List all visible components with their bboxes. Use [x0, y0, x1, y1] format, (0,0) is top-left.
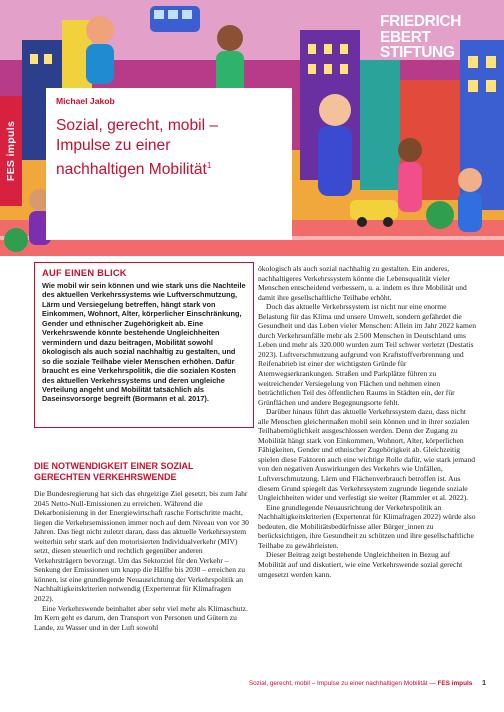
logo-line: FRIEDRICH: [380, 13, 462, 30]
body-paragraph: Eine grundlegende Neuausrichtung der Verkehrspolitik an Nachhaltigkeitskriterien (Expertenrat für Klimafragen 2022) würde also bedeuten, die Mobilitätsbedürfnisse aller Bürger_innen zu berücksichtigen, ihre Gesundheit zu schützen und ihre gesellschaftliche Teilhabe zu gewährleisten.: [258, 502, 476, 550]
side-tab: [0, 96, 22, 206]
title-line: nachhaltigen Mobilität: [56, 161, 207, 179]
fes-logo: [380, 14, 498, 61]
title-card: [46, 88, 292, 240]
footer-brand: FES impuls: [437, 680, 473, 687]
logo-line: EBERT: [380, 28, 431, 46]
body-paragraph: Doch das aktuelle Verkehrssystem ist nicht nur eine enorme Belastung für das Klima und unsere Umwelt, sondern gefährdet die Gesundheit und das Leben vieler Menschen: Allein im Jahr 2022 kamen durch Verkehrsunfälle mehr als 2.500 Menschen in Deutschland ums Leben und mehr als 320.000 wurden zum Teil schwer verletzt (Destatis 2023). Luftverschmutzung aufgrund von Kraftstoffverbrennung und Reifenabrieb ist einer der wichtigsten Gründe für Atemwegserkrankungen. Straßen und Parkplätze führen zu weitreichender Versiegelung von Flächen und nehmen einen beträchtlichen Teil des öffentlichen Raums in Städten ein, der für Grünflächen und andere Begegnungsorte fehlt.: [258, 302, 476, 407]
summary-text: Wie mobil wir sein können und wie stark uns die Nachteile des aktuellen Verkehrssystems wie Luftverschmutzung, Lärm und Versiegelung betreffen, hängt stark von Einkommen, Wohnort, Alter, körperlicher Einschränkung, Gender und ethnischer Zugehörigkeit ab. Eine Verkehrswende könnte bestehende Ungleichheiten vermindern und dazu beitragen, Mobilität sowohl ökologisch als auch sozial nachhaltig zu gestalten, und so die soziale Teilhabe vieler Menschen erhöhen. Dafür braucht es eine Verkehrspolitik, die die sozialen Kosten des aktuellen Verkehrssystems und deren ungleiche Verteilung angeht und Mobilität tatsächlich als Daseinsvorsorge begreift (Bormann et al. 2017).: [42, 281, 246, 404]
body-paragraph: Die Bundesregierung hat sich das ehrgeizige Ziel gesetzt, bis zum Jahr 2045 Netto-Null-Emissionen zu erreichen. Während die Dekarbonisierung in der Energiewirtschaft rasche Fortschritte macht, liegen die Verkehrsemissionen immer noch auf dem Niveau von vor 30 Jahren. Das liegt nicht zuletzt daran, dass das aktuelle Verkehrssystem weiterhin sehr stark auf den motorisierten Individualverkehr (MIV) setzt, diesen steuerlich und rechtlich gegenüber anderen Verkehrsträgern bevorzugt. Um das Sektorziel für den Verkehr – Senkung der Emissionen um knapp die Hälfte bis 2030 – erreichen zu können, ist eine grundlegende Neuausrichtung der Verkehrspolitik an Nachhaltigkeitskriterien notwendig (Expertenrat für Klimafragen 2022).: [34, 489, 249, 604]
author: Michael Jakob: [56, 96, 115, 106]
summary-box: [34, 262, 254, 428]
page-number: 1: [482, 680, 486, 687]
body-paragraph: Darüber hinaus führt das aktuelle Verkehrssystem dazu, dass nicht alle Menschen gleichermaßen mobil sein können und in ihrer sozialen Teilhabemöglichkeit ausgeschlossen werden. Denn der Zugang zu Mobilität hängt stark von Einkommen, Wohnort, Alter, körperlichen Fähigkeiten, Gender und ethnischer Zugehörigkeit ab. Gleichzeitig spielen diese Faktoren auch eine wichtige Rolle dafür, wie stark jemand von den negativen Auswirkungen des Verkehrs wie Unfällen, Luftverschmutzung, Lärm und Flächenverbrauch betroffen ist. Aus diesem Grund spiegelt das Verkehrssystem zugrunde liegende soziale Ungleichheiten wider und verfestigt sie weiter (Rammler et al. 2022).: [258, 407, 476, 503]
body-paragraph: ökologisch als auch sozial nachhaltig zu gestalten. Ein anderes, nachhaltigeres Verkehrssystem könnte die Lebensqualität vieler Menschen entscheidend verbessern, u. a. indem es ihre Mobilität und damit ihre gesellschaftliche Teilhabe erhöht.: [258, 264, 467, 302]
title-line: Sozial, gerecht, mobil –: [56, 117, 219, 134]
body-paragraph: Eine Verkehrswende beinhaltet aber sehr viel mehr als Klimaschutz. Im Kern geht es darum, den Transport von Personen und Gütern zu Lande, zu Wasser und in der Luft sowohl: [34, 603, 248, 632]
summary-heading: AUF EINEN BLICK: [42, 267, 127, 278]
right-column: [258, 264, 476, 579]
footnote-marker: 1: [206, 161, 212, 170]
left-column: [34, 489, 252, 632]
body-paragraph: Dieser Beitrag zeigt bestehende Ungleichheiten in Bezug auf Mobilität auf und diskutiert, wie eine Verkehrswende sozial gerecht umgesetzt werden kann.: [258, 550, 463, 579]
page-title: [56, 116, 286, 180]
side-tab-label: FES impuls: [5, 120, 17, 182]
page-footer: Sozial, gerecht, mobil – Impulse zu einer nachhaltigen Mobilität — FES impuls 1: [248, 680, 486, 687]
section-heading: DIE NOTWENDIGKEIT EINER SOZIAL GERECHTEN VERKEHRSWENDE: [34, 461, 194, 482]
title-line: Impulse zu einer: [56, 137, 171, 154]
footer-text: Sozial, gerecht, mobil – Impulse zu einer nachhaltigen Mobilität: [248, 680, 428, 687]
logo-line: STIFTUNG: [380, 44, 455, 62]
